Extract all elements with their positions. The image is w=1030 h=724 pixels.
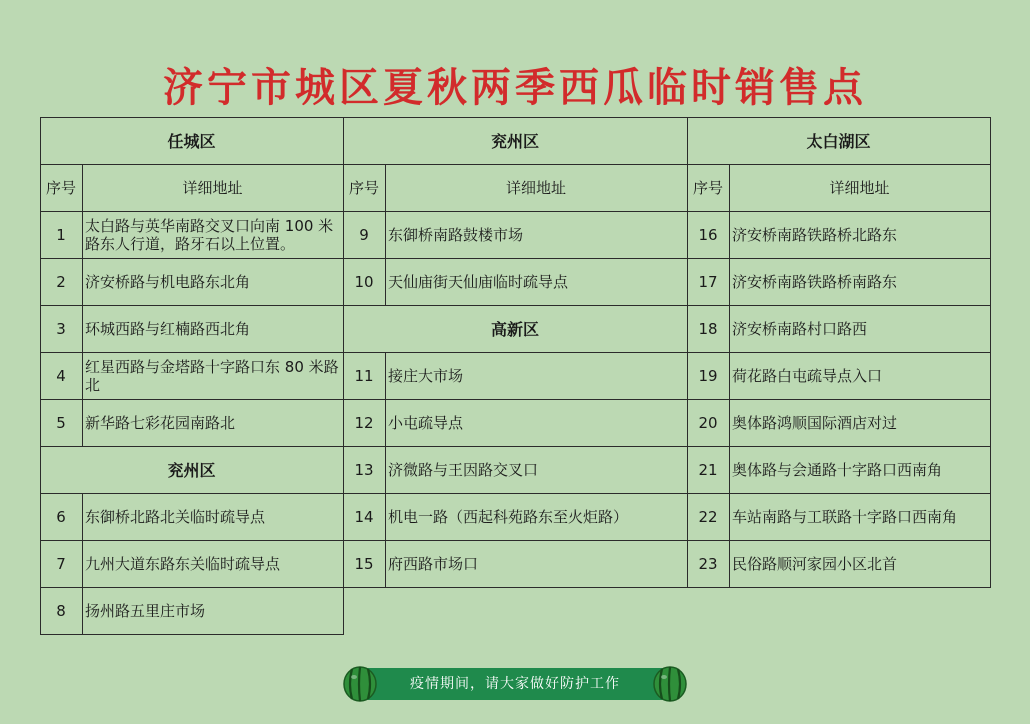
section-header-yanzhou: 兖州区 <box>490 132 539 151</box>
row-address: 天仙庙街天仙庙临时疏导点 <box>388 272 569 291</box>
column-header-seq: 序号 <box>45 179 76 197</box>
row-number: 5 <box>56 413 66 432</box>
row-address: 小屯疏导点 <box>388 413 464 432</box>
watermelon-icon <box>342 664 378 702</box>
row-address: 济安桥南路铁路桥北路东 <box>732 225 898 244</box>
row-address: 济安桥南路村口路西 <box>732 319 868 338</box>
row-address: 府西路市场口 <box>388 554 479 573</box>
row-address: 民俗路顺河家园小区北首 <box>732 554 898 573</box>
page-title: 济宁市城区夏秋两季西瓜临时销售点 <box>163 65 867 111</box>
row-address: 接庄大市场 <box>388 366 464 385</box>
column-header-seq: 序号 <box>348 179 379 197</box>
row-address: 扬州路五里庄市场 <box>85 601 206 620</box>
column-header-address: 详细地址 <box>182 179 243 197</box>
column-header-address: 详细地址 <box>829 179 890 197</box>
row-address: 济微路与王因路交叉口 <box>388 460 539 479</box>
row-number: 9 <box>359 225 369 244</box>
row-number: 2 <box>56 272 66 291</box>
row-number: 12 <box>354 413 374 432</box>
row-number: 7 <box>56 554 66 573</box>
row-number: 10 <box>354 272 374 291</box>
row-address: 新华路七彩花园南路北 <box>85 413 236 432</box>
column-header-address: 详细地址 <box>505 179 566 197</box>
row-address: 机电一路（西起科苑路东至火炬路） <box>388 507 629 526</box>
row-number: 19 <box>698 366 718 385</box>
row-number: 22 <box>698 507 718 526</box>
column-header-seq: 序号 <box>692 179 723 197</box>
section-header-taibaihu: 太白湖区 <box>806 132 871 151</box>
row-number: 21 <box>698 460 718 479</box>
footer-text: 疫情期间，请大家做好防护工作 <box>410 676 620 692</box>
row-address: 济安桥南路铁路桥南路东 <box>732 272 898 291</box>
row-address: 太白路与英华南路交叉口向南 100 米路东人行道，路牙石以上位置。 <box>85 216 334 253</box>
row-number: 18 <box>698 319 718 338</box>
row-address: 环城西路与红楠路西北角 <box>85 319 251 338</box>
row-number: 8 <box>56 601 66 620</box>
row-address: 东御桥北路北关临时疏导点 <box>85 507 266 526</box>
row-number: 6 <box>56 507 66 526</box>
row-number: 1 <box>56 225 66 244</box>
row-address: 济安桥路与机电路东北角 <box>85 272 251 291</box>
row-address: 车站南路与工联路十字路口西南角 <box>732 507 958 526</box>
row-address: 红星西路与金塔路十字路口东 80 米路北 <box>85 357 339 394</box>
row-address: 奥体路鸿顺国际酒店对过 <box>732 413 898 432</box>
section-header-rencheng: 任城区 <box>167 132 216 151</box>
row-number: 3 <box>56 319 66 338</box>
row-number: 11 <box>354 366 374 385</box>
row-address: 荷花路白屯疏导点入口 <box>732 366 883 385</box>
section-header-yanzhou: 兖州区 <box>167 461 216 480</box>
row-address: 奥体路与会通路十字路口西南角 <box>732 460 943 479</box>
row-number: 23 <box>698 554 718 573</box>
row-number: 15 <box>354 554 374 573</box>
row-address: 九州大道东路东关临时疏导点 <box>85 554 281 573</box>
watermelon-icon <box>652 664 688 702</box>
row-number: 17 <box>698 272 718 291</box>
row-number: 16 <box>698 225 718 244</box>
row-number: 14 <box>354 507 374 526</box>
row-address: 东御桥南路鼓楼市场 <box>388 225 524 244</box>
row-number: 13 <box>354 460 374 479</box>
row-number: 20 <box>698 413 718 432</box>
row-number: 4 <box>56 366 66 385</box>
section-header-gaoxin: 高新区 <box>490 320 539 339</box>
